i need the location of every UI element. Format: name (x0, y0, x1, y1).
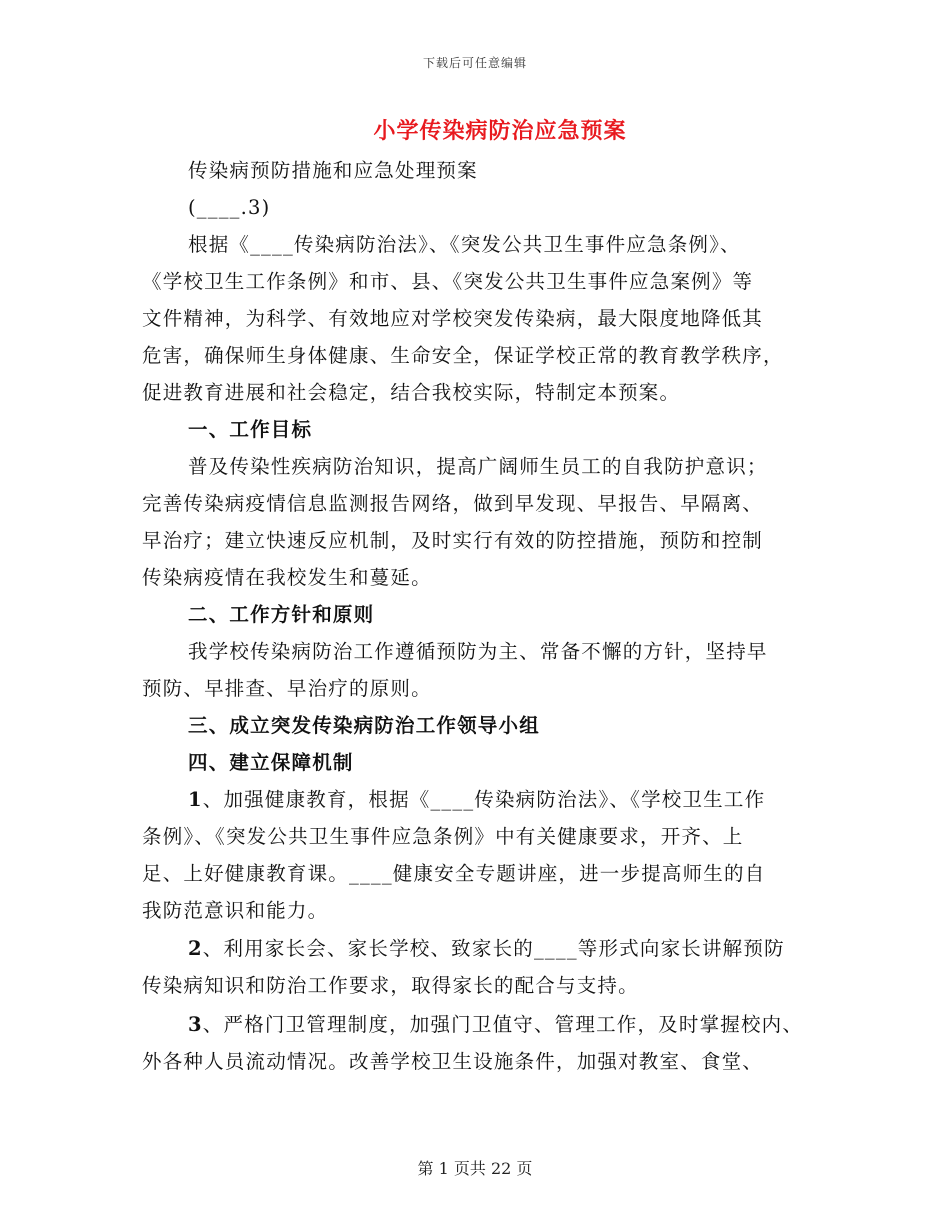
paragraph-line: 完善传染病疫情信息监测报告网络，做到早发现、早报告、早隔离、 (142, 492, 764, 515)
paragraph-line: 传染病知识和防治工作要求，取得家长的配合与支持。 (142, 974, 639, 997)
section-heading-goals: 一、工作目标 (188, 418, 313, 441)
paragraph-line: 足、上好健康教育课。____健康安全专题讲座，进一步提高师生的自 (142, 862, 766, 885)
item-text: 、加强健康教育，根据《____传染病防治法》、《学校卫生工作 (202, 788, 766, 811)
paragraph-line: 条例》、《突发公共卫生事件应急条例》中有关健康要求，开齐、上 (142, 825, 744, 848)
paragraph-line: 普及传染性疾病防治知识，提高广阔师生员工的自我防护意识； (188, 455, 768, 478)
paragraph-line: 根据《____传染病防治法》、《突发公共卫生事件应急条例》、 (188, 233, 741, 256)
paragraph-line: 我学校传染病防治工作遵循预防为主、常备不懈的方针，坚持早 (188, 640, 768, 663)
paragraph-line: 危害，确保师生身体健康、生命安全，保证学校正常的教育教学秩序， (142, 344, 784, 367)
paragraph-line: 《学校卫生工作条例》和市、县、《突发公共卫生事件应急案例》等 (142, 270, 754, 293)
paragraph-line: 文件精神，为科学、有效地应对学校突发传染病，最大限度地降低其 (142, 307, 764, 330)
paragraph-line: 我防范意识和能力。 (142, 899, 329, 922)
date-line: (____.3) (188, 196, 271, 219)
subtitle-line: 传染病预防措施和应急处理预案 (188, 159, 478, 182)
item-number: 3 (188, 1013, 203, 1036)
header-note: 下载后可任意编辑 (422, 56, 527, 70)
document-title: 小学传染病防治应急预案 (373, 118, 627, 144)
section-heading-mechanism: 四、建立保障机制 (188, 751, 354, 774)
paragraph-line (142, 1006, 822, 1043)
paragraph-line: 预防、早排查、早治疗的原则。 (142, 677, 432, 700)
item-number: 1 (188, 788, 203, 811)
item-text: 、利用家长会、家长学校、致家长的____等形式向家长讲解预防 (202, 937, 785, 960)
paragraph-line: 促进教育进展和社会稳定，结合我校实际，特制定本预案。 (142, 381, 681, 404)
paragraph-line: 外各种人员流动情况。改善学校卫生设施条件，加强对教室、食堂、 (142, 1050, 764, 1073)
body-text-block-1 (142, 152, 822, 929)
section-heading-principles: 二、工作方针和原则 (188, 603, 375, 626)
body-text-block-2 (142, 930, 822, 1004)
section-heading-leadership: 三、成立突发传染病防治工作领导小组 (188, 714, 540, 737)
body-text-block-3 (142, 1006, 822, 1080)
item-number: 2 (188, 937, 203, 960)
paragraph-line: 传染病疫情在我校发生和蔓延。 (142, 566, 432, 589)
paragraph-line (142, 930, 822, 967)
paragraph-line (142, 781, 822, 818)
page-number-footer: 第 1 页共 22 页 (417, 1159, 533, 1178)
item-text: 、严格门卫管理制度，加强门卫值守、管理工作，及时掌握校内、 (202, 1013, 804, 1036)
paragraph-line: 早治疗；建立快速反应机制，及时实行有效的防控措施，预防和控制 (142, 529, 764, 552)
